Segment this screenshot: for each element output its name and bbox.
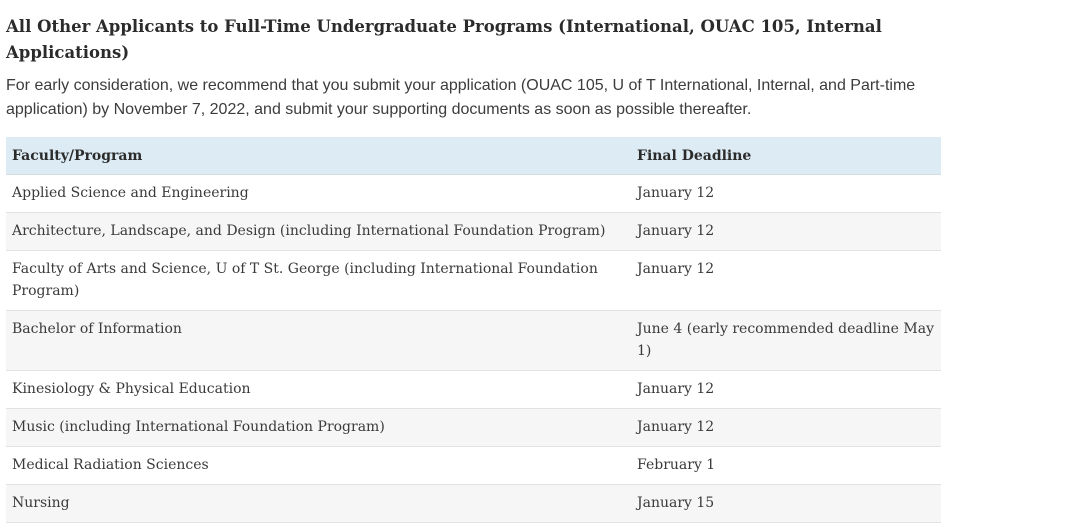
deadline-cell: February 1	[631, 447, 941, 485]
deadline-cell: January 12	[631, 409, 941, 447]
content-section	[6, 14, 941, 523]
column-header-deadline: Final Deadline	[631, 137, 941, 175]
deadline-cell: June 4 (early recommended deadline May 1)	[631, 311, 941, 371]
program-cell: Applied Science and Engineering	[6, 175, 631, 213]
deadline-cell: January 12	[631, 371, 941, 409]
table-row	[6, 409, 941, 447]
deadlines-table	[6, 137, 941, 523]
program-cell: Medical Radiation Sciences	[6, 447, 631, 485]
program-cell: Faculty of Arts and Science, U of T St. George (including International Foundation Program)	[6, 251, 631, 311]
table-row	[6, 175, 941, 213]
program-cell: Architecture, Landscape, and Design (including International Foundation Program)	[6, 213, 631, 251]
deadline-cell: January 12	[631, 251, 941, 311]
table-header-row	[6, 137, 941, 175]
program-cell: Music (including International Foundation Program)	[6, 409, 631, 447]
table-row	[6, 251, 941, 311]
table-row	[6, 447, 941, 485]
column-header-program: Faculty/Program	[6, 137, 631, 175]
table-row	[6, 371, 941, 409]
deadline-cell: January 12	[631, 213, 941, 251]
deadline-cell: January 12	[631, 175, 941, 213]
program-cell: Bachelor of Information	[6, 311, 631, 371]
program-cell: Kinesiology & Physical Education	[6, 371, 631, 409]
table-row	[6, 485, 941, 523]
section-title: All Other Applicants to Full-Time Undergraduate Programs (International, OUAC 105, Internal Applications)	[6, 17, 882, 62]
program-cell: Nursing	[6, 485, 631, 523]
table-row	[6, 311, 941, 371]
deadline-cell: January 15	[631, 485, 941, 523]
table-row	[6, 213, 941, 251]
section-intro: For early consideration, we recommend that you submit your application (OUAC 105, U of T International, Internal, and Part-time application) by November 7, 2022, and submit your supporting documents as soon as possible thereafter.	[6, 77, 916, 118]
